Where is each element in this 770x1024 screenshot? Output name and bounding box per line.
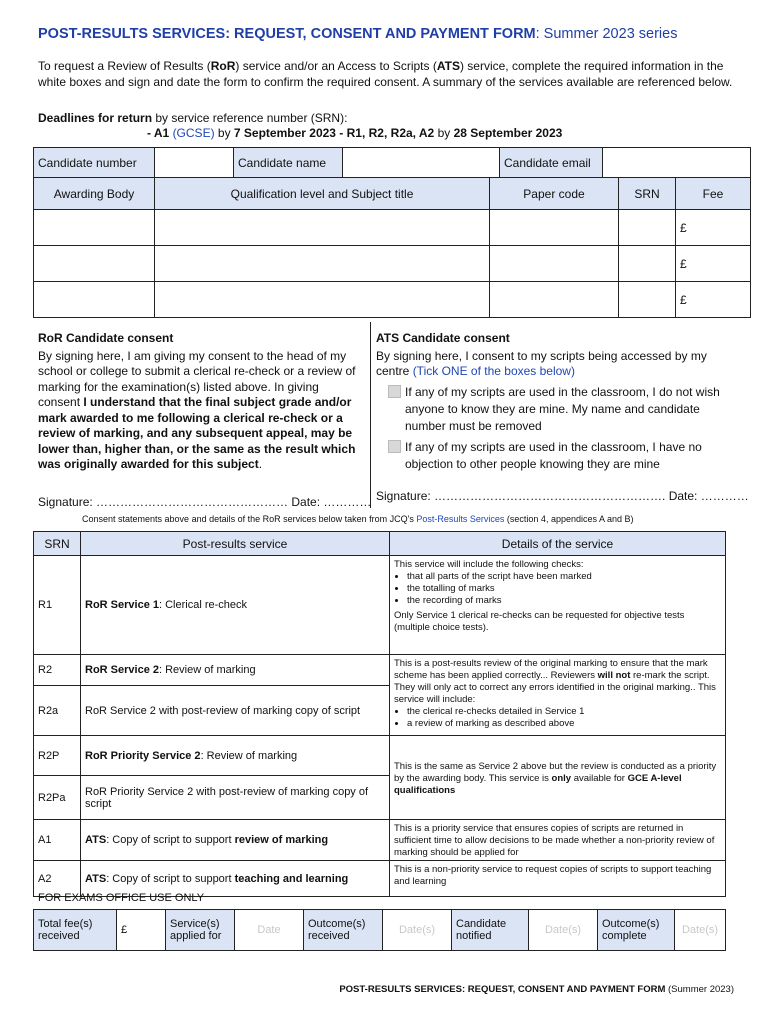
detail-text: available for	[571, 773, 628, 784]
ats-option-2-label: If any of my scripts are used in the classroom, I have no objection to other people knowing they are mine	[405, 440, 702, 471]
title-text: POST-RESULTS SERVICES: REQUEST, CONSENT AND PAYMENT FORM	[38, 26, 536, 42]
detail-item: • the clerical re-checks detailed in Service 1	[407, 706, 721, 718]
outcome-complete-label: Outcome(s) complete	[598, 910, 675, 951]
service-name-bold: RoR Service 2	[85, 664, 159, 676]
intro-text: ) service and/or an Access to Scripts (	[235, 59, 437, 73]
service-detail-a1: This is a priority service that ensures copies of scripts are returned in sufficient time to allow decisions to be made whether a non-priority review of marking should be applied for	[390, 820, 726, 861]
srn-cell: R2Pa	[34, 776, 81, 820]
deadline-by: by	[214, 126, 234, 140]
ats-consent-section	[376, 331, 726, 380]
service-name-bold: ATS	[85, 834, 107, 846]
consent-note-text: Consent statements above and details of the RoR services below taken from JCQ's	[82, 514, 417, 524]
paper-code-input[interactable]	[490, 282, 619, 318]
candidate-number-label: Candidate number	[34, 148, 155, 179]
srn-cell: A2	[34, 861, 81, 897]
detail-item: • the totalling of marks	[407, 583, 721, 595]
entries-table	[33, 177, 751, 318]
header-awarding-body: Awarding Body	[34, 178, 155, 210]
detail-text: This is a post-results review of the original marking to ensure that the mark scheme has been applied correctly... Reviewers	[394, 658, 708, 681]
awarding-body-input[interactable]	[34, 282, 155, 318]
fee-input[interactable]: £	[676, 246, 751, 282]
srn-cell: R2a	[34, 686, 81, 736]
service-detail-r2p	[390, 736, 726, 820]
detail-bold: will not	[597, 670, 631, 681]
srn-input[interactable]	[619, 246, 676, 282]
ats-consent-heading: ATS Candidate consent	[376, 331, 510, 345]
deadlines-subtitle: by service reference number (SRN):	[152, 111, 348, 125]
deadline-date1: 7 September 2023	[233, 126, 336, 140]
service-name-cell: RoR Priority Service 2 with post-review of marking copy of script	[81, 776, 390, 820]
header-fee: Fee	[676, 178, 751, 210]
ror-consent-body: By signing here, I am giving my consent to the head of my school or college to submit a clerical re-check or a review of marking for the examination(s) listed above. In giving consent	[38, 348, 356, 409]
service-name-cell	[81, 655, 390, 686]
deadline-a1: - A1	[147, 126, 173, 140]
service-name-bold: RoR Service 1	[85, 599, 159, 611]
ats-option-2-checkbox[interactable]	[388, 440, 401, 453]
service-name-cell: RoR Service 2 with post-review of marking copy of script	[81, 686, 390, 736]
office-table	[33, 909, 726, 951]
page-footer	[339, 984, 734, 995]
detail-list	[394, 706, 721, 730]
service-detail-a2: This is a non-priority service to request copies of scripts to support teaching and learning	[390, 861, 726, 897]
intro-text: To request a Review of Results (	[38, 59, 211, 73]
awarding-body-input[interactable]	[34, 246, 155, 282]
office-heading: FOR EXAMS OFFICE USE ONLY	[38, 892, 205, 904]
services-table	[33, 531, 726, 897]
service-name-rest: : Review of marking	[200, 749, 298, 762]
detail-text: re-mark the script. They will only act to correct any errors identified in the original marking.. This service will include:	[394, 670, 716, 705]
service-row-r2p	[34, 736, 726, 776]
service-name-rest: : Copy of script to support	[106, 834, 235, 846]
service-row-r1	[34, 556, 726, 655]
service-detail-r1	[390, 556, 726, 655]
services-header-service: Post-results service	[81, 532, 390, 556]
detail-bold: GCE A-level qualifications	[394, 773, 682, 796]
service-row-a1	[34, 820, 726, 861]
ats-consent-body: By signing here, I consent to my scripts being accessed by my centre	[376, 348, 707, 378]
srn-cell: A1	[34, 820, 81, 861]
deadline-gcse: (GCSE)	[172, 126, 215, 140]
footer-series: (Summer 2023)	[668, 984, 734, 995]
fee-input[interactable]: £	[676, 282, 751, 318]
entry-row	[34, 210, 751, 246]
ats-option-1	[388, 384, 724, 435]
srn-cell: R2	[34, 655, 81, 686]
intro-ror: RoR	[210, 59, 236, 73]
detail-note: Only Service 1 clerical re-checks can be requested for objective tests (multiple choice tests).	[394, 610, 685, 633]
service-name-rest: : Review of marking	[158, 664, 256, 676]
detail-item: • a review of marking as described above	[407, 718, 721, 730]
intro-paragraph	[38, 59, 738, 90]
paper-code-input[interactable]	[490, 210, 619, 246]
service-name-bold: teaching and learning	[234, 872, 349, 885]
entry-row	[34, 282, 751, 318]
srn-cell: R1	[34, 556, 81, 655]
entry-row	[34, 246, 751, 282]
service-name-rest: : Clerical re-check	[158, 599, 248, 611]
date-input-4[interactable]: Date(s)	[675, 910, 726, 951]
srn-input[interactable]	[619, 210, 676, 246]
ats-signature-line[interactable]: Signature: …………………………………………………. Date: …………	[376, 489, 749, 503]
deadline-date2: 28 September 2023	[453, 126, 563, 140]
deadlines-detail	[147, 126, 562, 140]
page-title	[38, 26, 677, 42]
srn-input[interactable]	[619, 282, 676, 318]
detail-intro: This service will include the following checks:	[394, 559, 584, 570]
services-header-srn: SRN	[34, 532, 81, 556]
intro-ats: ATS	[436, 59, 460, 73]
detail-text: This is the same as Service 2 above but the review is conducted as a priority by the awarding body. This service is	[394, 761, 717, 784]
candidate-details-table	[33, 147, 751, 179]
ror-signature-line[interactable]: Signature: ………………………………………… Date: …………	[38, 495, 372, 509]
candidate-notified-label: Candidate notified	[452, 910, 529, 951]
candidate-number-input[interactable]	[155, 148, 234, 179]
footer-title: POST-RESULTS SERVICES: REQUEST, CONSENT AND PAYMENT FORM	[339, 984, 666, 995]
ror-consent-heading: RoR Candidate consent	[38, 331, 174, 345]
detail-item: • the recording of marks	[407, 595, 721, 607]
qualification-input[interactable]	[155, 246, 490, 282]
intro-text: ) service, complete the required information in the white boxes and sign and date the form to confirm the required consent. A summary of the services available are referenced below.	[38, 59, 733, 89]
ats-consent-text	[376, 349, 726, 380]
ats-option-1-checkbox[interactable]	[388, 385, 401, 398]
paper-code-input[interactable]	[490, 246, 619, 282]
service-name-bold: review of marking	[234, 834, 329, 846]
consent-note	[82, 514, 634, 524]
ror-consent-bold: I understand that the final subject grade and/or mark awarded to me following a clerical re-check or a review of marking, and any subsequent appeal, may be lower than, higher than, or the same as the result which was originally awarded for this subject	[38, 395, 356, 471]
ats-option-2	[388, 439, 724, 473]
detail-bold: only	[551, 773, 572, 784]
service-name-rest: : Copy of script to support	[106, 872, 235, 885]
post-results-services-link[interactable]: Post-Results Services	[416, 514, 505, 524]
consent-note-text: (section 4, appendices A and B)	[504, 514, 634, 524]
awarding-body-input[interactable]	[34, 210, 155, 246]
service-row-r2	[34, 655, 726, 686]
detail-list	[394, 571, 721, 607]
date-input-2[interactable]: Date(s)	[383, 910, 452, 951]
service-name-bold: RoR Priority Service 2	[85, 749, 201, 762]
service-name-cell	[81, 736, 390, 776]
deadlines-label	[38, 111, 347, 125]
services-applied-label: Service(s) applied for	[166, 910, 235, 951]
header-qualification: Qualification level and Subject title	[155, 178, 490, 210]
candidate-email-input[interactable]	[603, 148, 751, 179]
candidate-name-input[interactable]	[343, 148, 500, 179]
service-name-bold: ATS	[85, 872, 107, 885]
ror-consent-section	[38, 331, 362, 473]
candidate-name-label: Candidate name	[234, 148, 343, 179]
qualification-input[interactable]	[155, 282, 490, 318]
service-name-cell	[81, 556, 390, 655]
ats-option-1-label: If any of my scripts are used in the classroom, I do not wish anyone to know they are mine. My name and candidate number must be removed	[405, 385, 720, 433]
service-name-cell	[81, 820, 390, 861]
qualification-input[interactable]	[155, 210, 490, 246]
services-header-details: Details of the service	[390, 532, 726, 556]
header-srn: SRN	[619, 178, 676, 210]
deadline-by: by	[434, 126, 454, 140]
ror-consent-end: .	[258, 457, 263, 471]
ats-tick-instruction: (Tick ONE of the boxes below)	[412, 364, 575, 378]
outcome-received-label: Outcome(s) received	[304, 910, 383, 951]
date-input-1[interactable]: Date	[235, 910, 304, 951]
deadline-services: - R1, R2, R2a, A2	[335, 126, 435, 140]
title-series: : Summer 2023 series	[535, 26, 678, 42]
deadlines-title: Deadlines for return	[38, 111, 153, 125]
total-fee-label: Total fee(s) received	[34, 910, 117, 951]
srn-cell: R2P	[34, 736, 81, 776]
detail-item: • that all parts of the script have been marked	[407, 571, 721, 583]
consent-divider	[370, 322, 372, 508]
ror-consent-text	[38, 349, 362, 473]
total-fee-input[interactable]: £	[117, 910, 166, 951]
header-paper-code: Paper code	[490, 178, 619, 210]
service-detail-r2	[390, 655, 726, 736]
candidate-email-label: Candidate email	[500, 148, 603, 179]
fee-input[interactable]: £	[676, 210, 751, 246]
date-input-3[interactable]: Date(s)	[529, 910, 598, 951]
